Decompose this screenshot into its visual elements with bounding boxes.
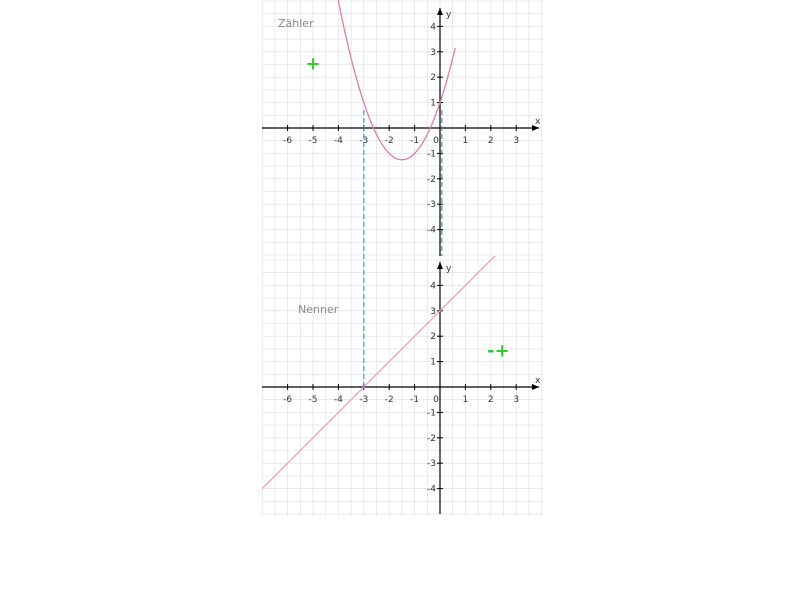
y-tick-label: 2 [430, 332, 436, 343]
y-tick-label: 2 [430, 73, 436, 84]
x-tick-label: -3 [359, 395, 369, 405]
y-tick-label: -1 [427, 408, 436, 419]
y-axis-label: y [446, 10, 452, 20]
x-axis-label: x [535, 376, 541, 386]
y-tick-label: -1 [427, 149, 436, 160]
y-tick-label: 3 [430, 306, 436, 317]
function-curve [250, 235, 520, 502]
y-tick-label: -2 [427, 174, 436, 185]
x-tick-label: 2 [487, 136, 494, 146]
y-tick-label: 4 [430, 22, 436, 33]
sign-marker: + [305, 53, 321, 75]
sign-marker: -+ [487, 340, 510, 362]
x-tick-label: 0 [433, 395, 439, 405]
x-tick-label: -6 [283, 395, 293, 405]
x-tick-label: 3 [513, 136, 520, 146]
panel-title: Zähler [278, 17, 314, 30]
y-tick-label: -2 [427, 433, 436, 444]
x-tick-label: -5 [308, 136, 318, 146]
numerator-panel [262, 0, 543, 256]
y-tick-label: -3 [427, 200, 436, 211]
y-tick-label: 1 [430, 98, 436, 109]
x-tick-label: 1 [462, 395, 469, 405]
y-tick-label: -4 [427, 484, 436, 495]
curves [250, 235, 520, 502]
x-tick-label: 0 [433, 136, 439, 146]
x-tick-label: 3 [513, 395, 520, 405]
x-axis-label: x [535, 117, 541, 127]
x-tick-label: 2 [487, 395, 494, 405]
x-tick-label: -6 [283, 136, 293, 146]
x-tick-label: -5 [308, 395, 318, 405]
denominator-panel [250, 235, 544, 516]
panel-title: Nenner [298, 303, 339, 316]
y-tick-label: 3 [430, 47, 436, 58]
x-tick-label: -4 [333, 395, 343, 405]
y-tick-label: -4 [427, 225, 436, 236]
x-tick-label: -4 [333, 136, 343, 146]
x-tick-label: -1 [410, 395, 420, 405]
y-axis-label: y [446, 264, 452, 274]
x-tick-label: -1 [410, 136, 420, 146]
y-tick-label: 1 [430, 357, 436, 368]
x-tick-label: 1 [462, 136, 469, 146]
y-tick-label: -3 [427, 459, 436, 470]
x-tick-label: -3 [359, 136, 369, 146]
y-axis-arrow [437, 262, 443, 269]
x-tick-label: -2 [384, 395, 394, 405]
y-tick-label: 4 [430, 281, 436, 292]
grid [262, 256, 543, 516]
x-tick-label: -2 [384, 136, 394, 146]
y-axis-arrow [437, 8, 443, 15]
